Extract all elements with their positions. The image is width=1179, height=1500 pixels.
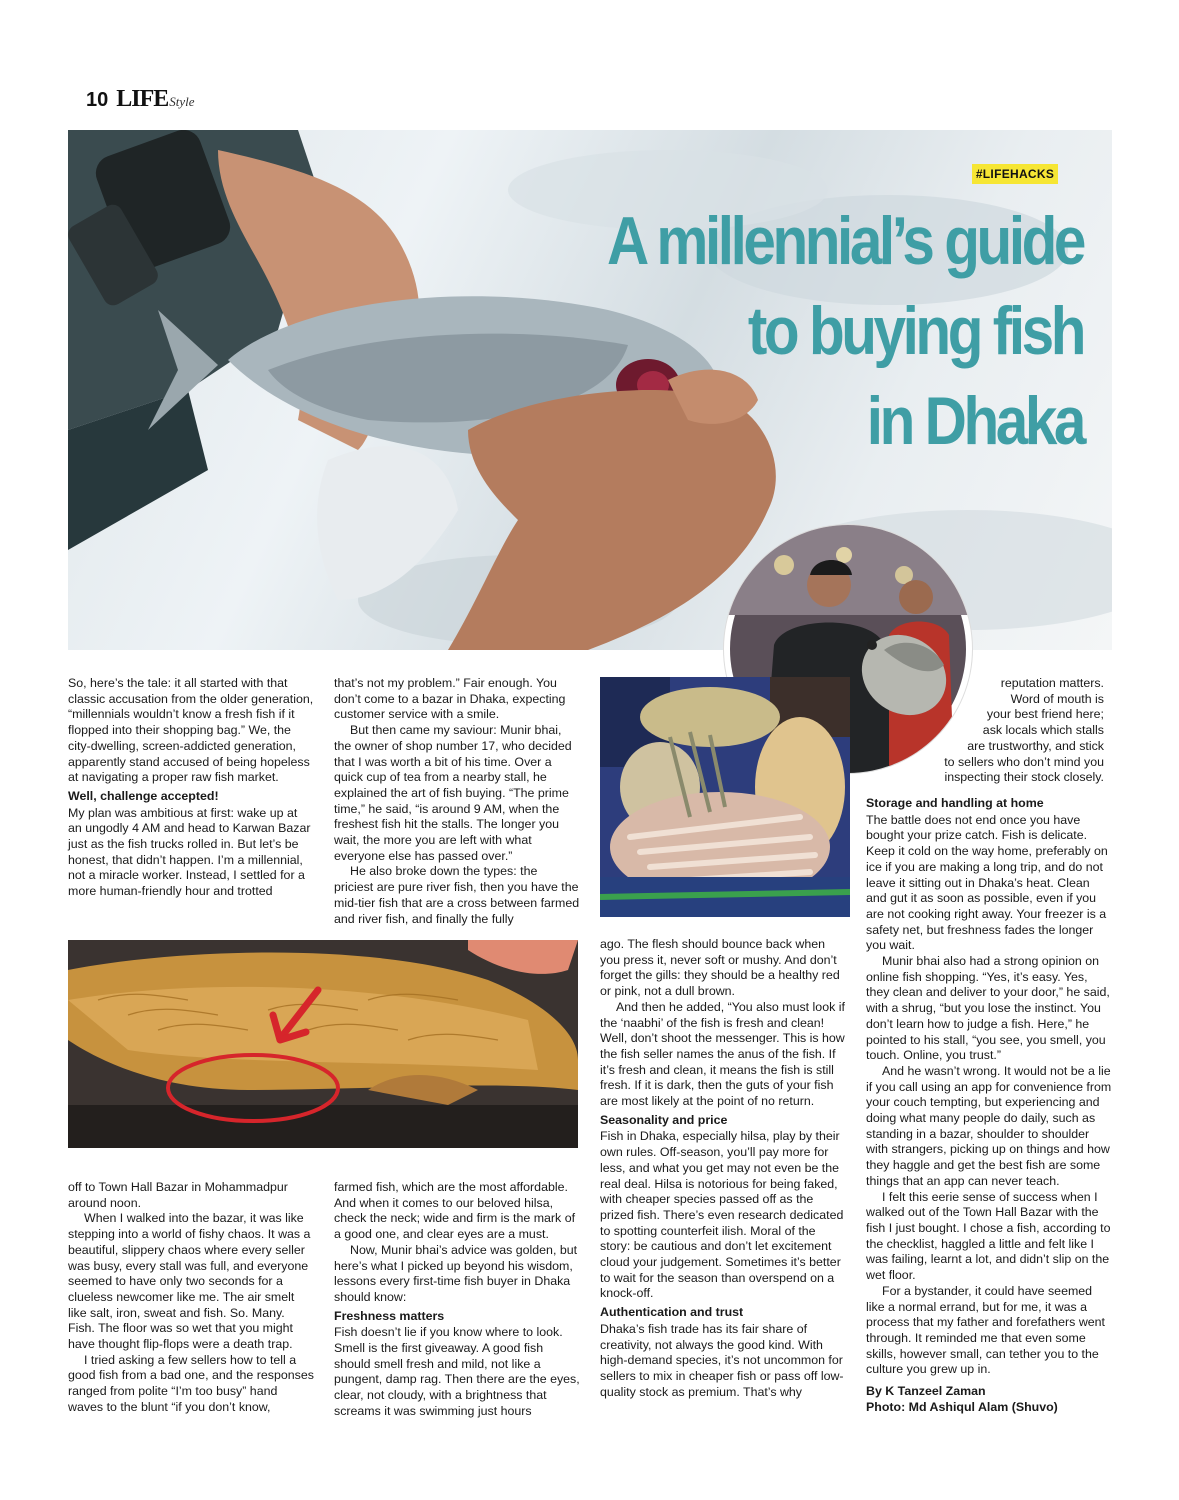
wrap-line: inspecting their stock closely.	[944, 770, 1104, 785]
paragraph: Fish doesn’t lie if you know where to look. Smell is the first giveaway. A good fish should smell fresh and mild, not like a pungent, damp rag. Then there are the eyes, clear, not cloudy, with a brightness that screams it was swimming just hours	[334, 1325, 580, 1418]
column-1-top	[68, 676, 314, 900]
headline	[601, 196, 1083, 466]
paragraph: The battle does not end once you have bought your prize catch. Fish is delicate. Keep it cold on the way home, preferably on ice if you are making a long trip, and do not leave it sitting out in Dhaka’s heat. Clean and gut it as soon as possible, even if you are not cooking right away. Your freezer is a safety net, but freshness fades the longer you wait.	[866, 812, 1108, 953]
column-1-bottom	[68, 1180, 314, 1416]
rohu-illustration	[68, 940, 578, 1148]
paragraph: For a bystander, it could have seemed like a normal errand, but for me, it was a process that my father and forefathers went through. It reminded me that even some skills, however small, can tether you to the culture you grew up in.	[866, 1283, 1105, 1377]
wrap-line: your best friend here;	[986, 707, 1104, 722]
headline-line-3: in Dhaka	[866, 383, 1083, 459]
page-number: 10	[86, 89, 109, 111]
wrap-line: reputation matters.	[1000, 676, 1104, 690]
paragraph: And he wasn’t wrong. It would not be a lie if you call using an app for convenience from your couch tempting, but experiencing and doing what many people do daily, such as standing in a bazar, shoulder to shoulder with strangers, picking up on things and how they haggle and get the best fish are some things that an app can never teach.	[866, 1063, 1112, 1188]
headline-line-1: A millennial’s guide	[606, 203, 1083, 279]
wrap-line: ask locals which stalls	[982, 723, 1104, 738]
subhead-freshness: Freshness matters	[334, 1308, 445, 1323]
paragraph: Now, Munir bhai’s advice was golden, but here’s what I picked up beyond his wisdom, lessons every first-time fish buyer in Dhaka should know:	[334, 1242, 578, 1304]
paragraph: My plan was ambitious at first: wake up at an ungodly 4 AM and head to Karwan Bazar just as the fish trucks rolled in. But let’s be honest, that didn’t happen. I’m a millennial, not a miracle worker. Instead, I settled for a more human-friendly hour and trotted	[68, 805, 311, 899]
paragraph: off to Town Hall Bazar in Mohammadpur around noon.	[68, 1180, 288, 1210]
photo-credit: Photo: Md Ashiqul Alam (Shuvo)	[866, 1399, 1058, 1414]
column-4-wrap	[866, 676, 1104, 786]
byline: By K Tanzeel Zaman	[866, 1384, 986, 1399]
paragraph: So, here’s the tale: it all started with that classic accusation from the older generation, “millennials wouldn’t know a fresh fish if it flopped into their shopping bag.” We, the city-dwelling, screen-addicted generation, apparently stand accused of being hopeless at navigating a proper raw fish market.	[68, 676, 314, 785]
subhead-storage: Storage and handling at home	[866, 796, 1044, 810]
masthead	[86, 86, 195, 116]
wrap-line: to sellers who don’t mind you	[944, 754, 1104, 769]
paragraph: He also broke down the types: the priciest are pure river fish, then you have the mid-tier fish that are a cross between farmed and river fish, and finally the fully	[334, 864, 580, 926]
rohu-fish-photo	[68, 940, 578, 1148]
subhead-challenge: Well, challenge accepted!	[68, 788, 219, 803]
market-illustration	[600, 677, 850, 917]
column-2-bottom	[334, 1180, 580, 1420]
subhead-authentication: Authentication and trust	[600, 1305, 744, 1320]
paragraph: farmed fish, which are the most affordable. And when it comes to our beloved hilsa, check the neck; wide and firm is the mark of a good one, and clear eyes are a must.	[334, 1180, 576, 1242]
paragraph: that’s not my problem.” Fair enough. You don’t come to a bazar in Dhaka, expecting customer service with a smile.	[334, 676, 566, 722]
paragraph: But then came my saviour: Munir bhai, the owner of shop number 17, who decided that I was worth a bit of his time. Over a quick cup of tea from a nearby stall, he explained the art of fish buying. “The prime time,” he said, “is around 9 AM, when the freshest fish hit the stalls. The longer you wait, the more you are left with what everyone else has passed over.”	[334, 723, 572, 863]
paragraph: And then he added, “You also must look if the ‘naabhi’ of the fish is fresh and clean! Well, don’t shoot the messenger. This is how the fish seller names the anus of the fish. If it’s fresh and clean, it means the fish is still fresh. If it is dark, then the guts of your fish are most likely at the point of no return.	[600, 999, 845, 1109]
lifehacks-tag: #LIFEHACKS	[972, 164, 1058, 184]
paragraph: Fish in Dhaka, especially hilsa, play by their own rules. Off-season, you’ll pay more for less, and what you get may not even be the real deal. Hilsa is notorious for being faked, with cheaper species passed off as the prized fish. There’s even research dedicated to spotting counterfeit ilish. Moral of the story: be cautious and don’t let excitement cloud your judgement. Sometimes it’s better to wait for the season than overspend on a knock-off.	[600, 1129, 844, 1301]
paragraph: When I walked into the bazar, it was like stepping into a world of fishy chaos. It was a beautiful, slippery chaos where every seller was busy, every stall was full, and everyone seemed to have only two seconds for a clueless newcomer like me. The air smelt like salt, iron, sweat and fish. So. Many. Fish. The floor was so wet that you might have thought flip-flops were a death trap.	[68, 1211, 311, 1352]
wrap-line: are trustworthy, and stick	[967, 738, 1104, 753]
column-2-top	[334, 676, 580, 927]
paragraph: ago. The flesh should bounce back when you press it, never soft or mushy. And don’t forget the gills: they should be a healthy red or pink, not a dull brown.	[600, 937, 840, 999]
paragraph: Dhaka’s fish trade has its fair share of creativity, not always the good kind. With high-demand species, it’s not uncommon for sellers to mix in cheaper fish or pass off low-quality stock as premium. That’s why	[600, 1321, 844, 1399]
headline-line-2: to buying fish	[747, 293, 1083, 369]
subhead-seasonality: Seasonality and price	[600, 1112, 728, 1127]
paragraph: I felt this eerie sense of success when I walked out of the Town Hall Bazar with the fish I just bought. I chose a fish, according to the checklist, haggled a little and felt like I was failing, learnt a lot, and didn’t slip on the wet floor.	[866, 1189, 1111, 1283]
paragraph: Munir bhai also had a strong opinion on online fish shopping. “Yes, it’s easy. Yes, they clean and deliver to your door,” he said, with a shrug, “but you lose the instinct. You don’t learn how to judge a fish. Here,” he pointed to his stall, “you see, you smell, you touch. Online, you trust.”	[866, 954, 1110, 1063]
wrap-line: Word of mouth is	[1010, 691, 1104, 706]
market-photo	[600, 677, 850, 917]
column-4	[866, 793, 1112, 1415]
logo-style: Style	[169, 94, 195, 109]
paragraph: I tried asking a few sellers how to tell a good fish from a bad one, and the responses ranged from polite “I’m too busy” hand waves to the blunt “if you don’t know,	[68, 1352, 314, 1414]
logo-life: LIFE	[116, 86, 169, 112]
column-3	[600, 937, 846, 1400]
